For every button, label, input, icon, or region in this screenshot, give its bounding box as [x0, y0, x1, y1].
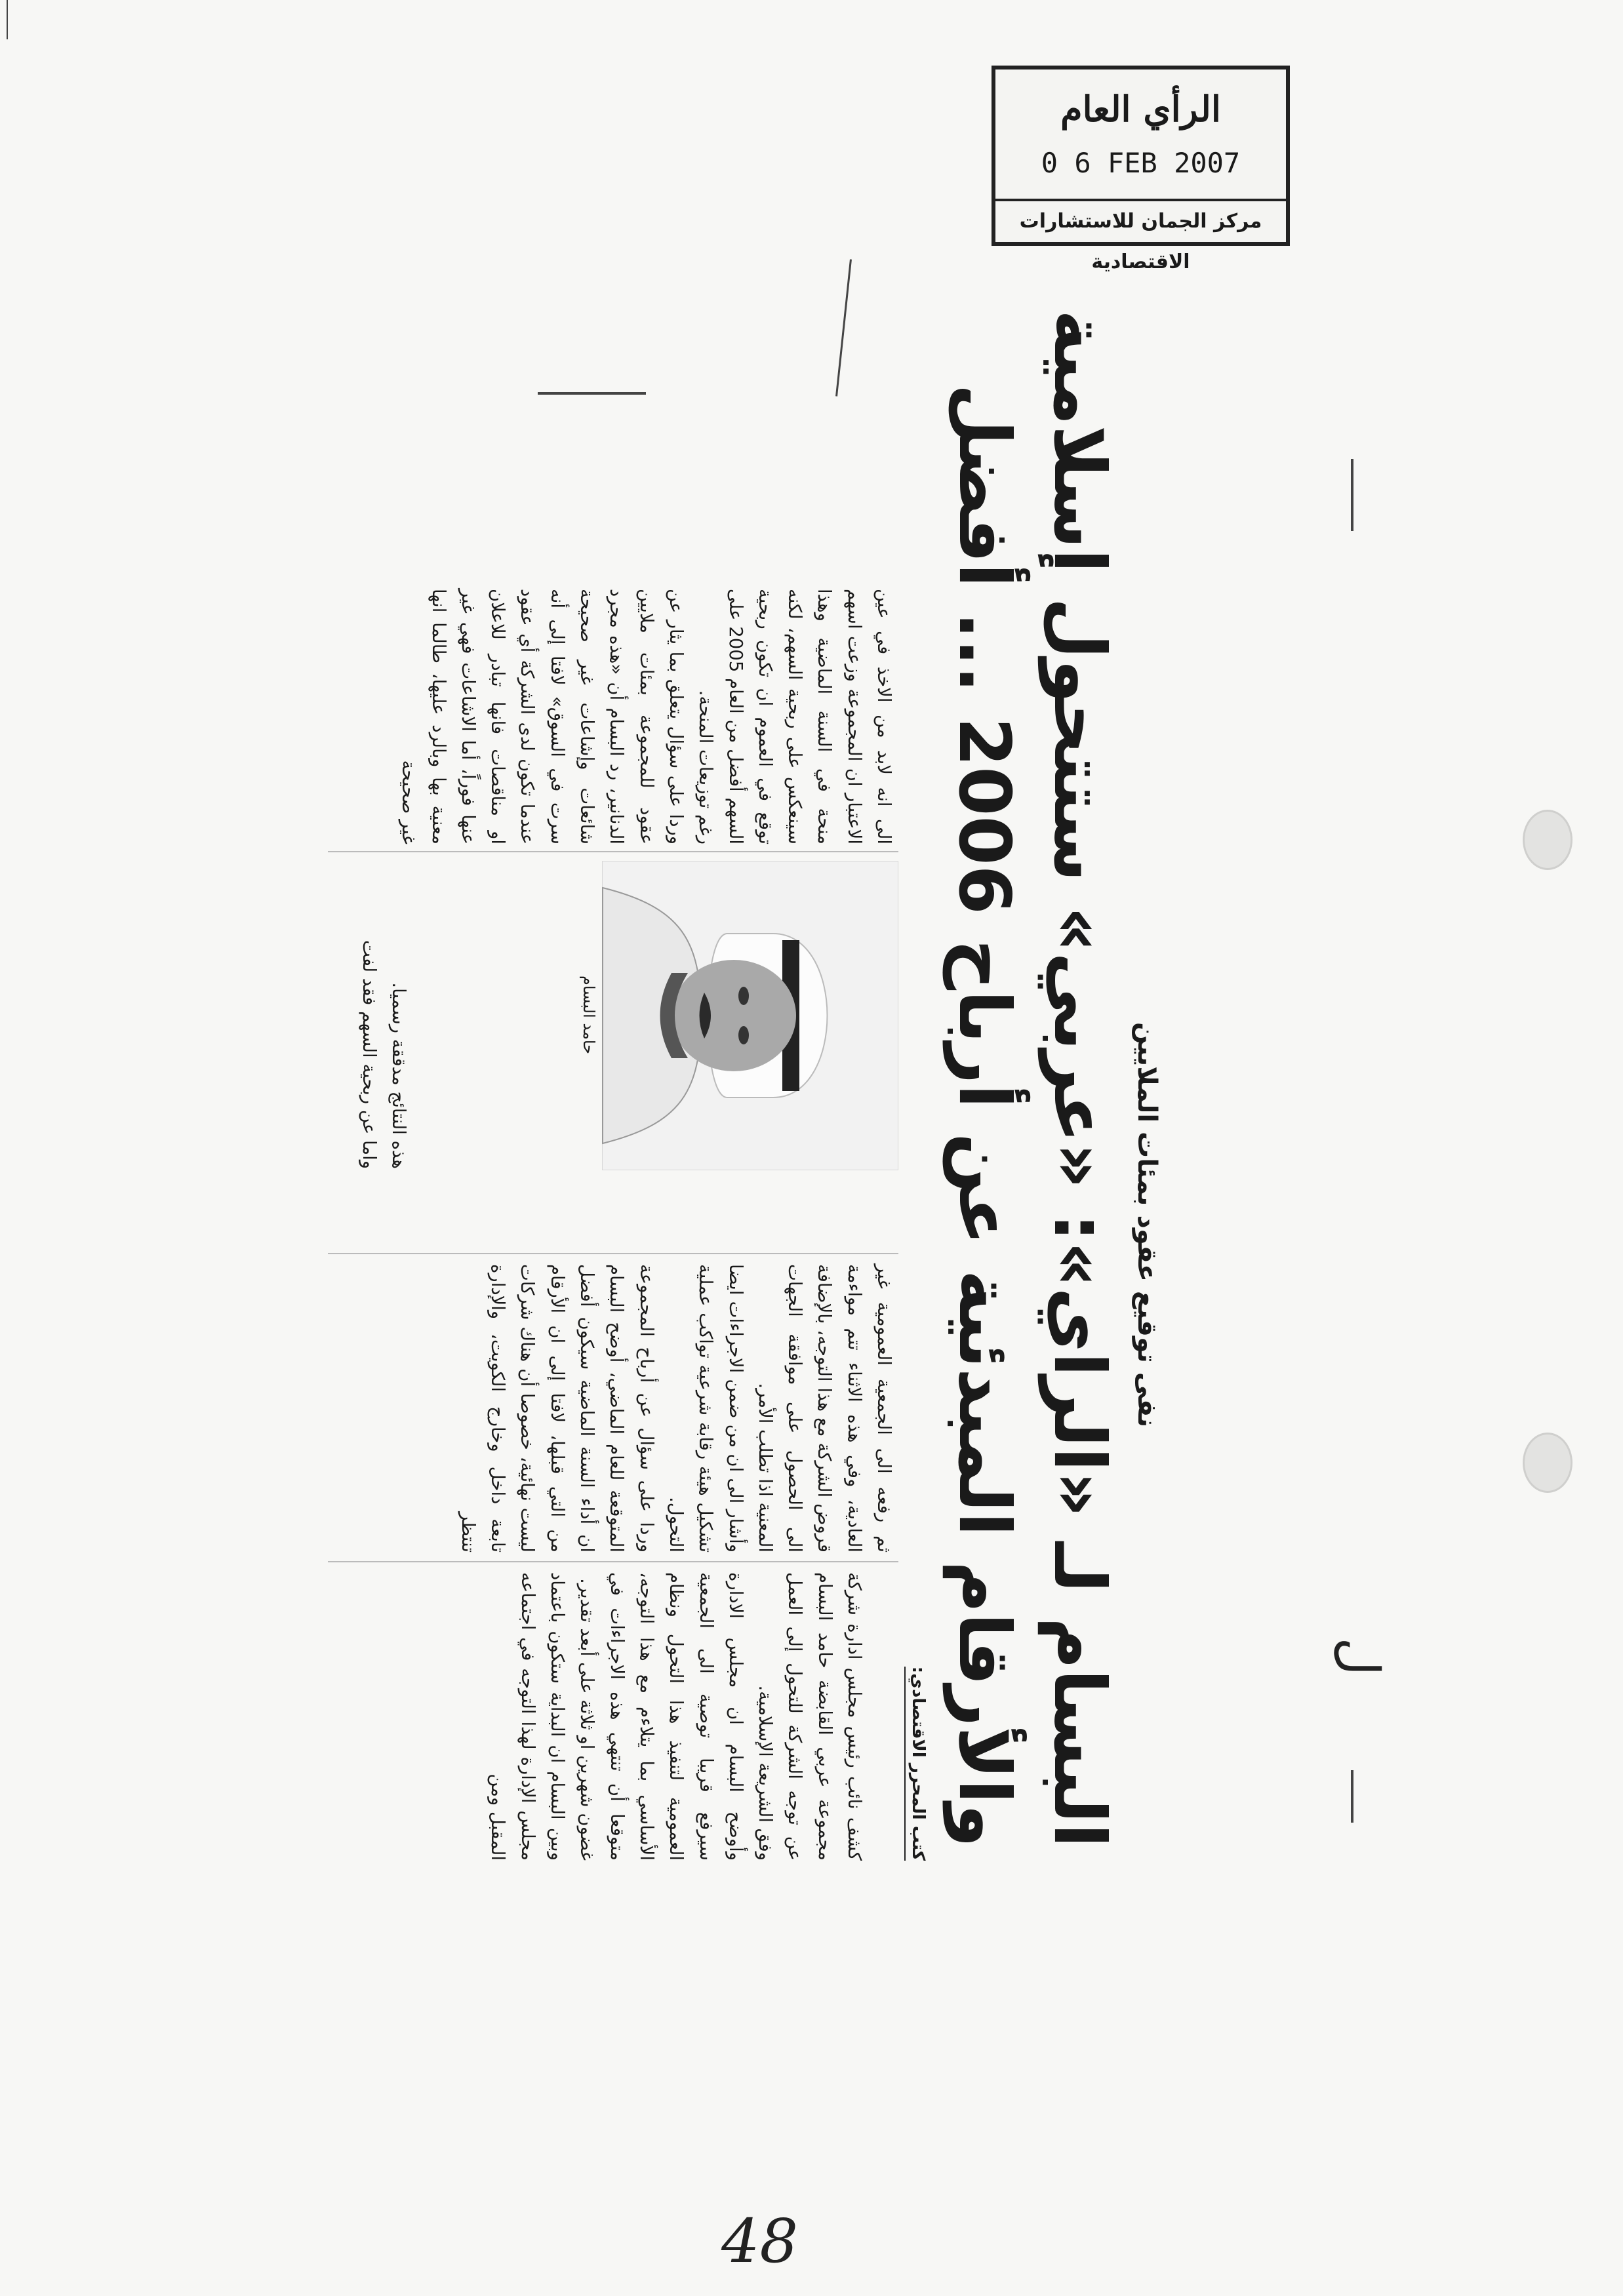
article-column-2 — [328, 1264, 898, 1553]
article-byline: كتب المحرر الاقتصادي: — [904, 1667, 928, 1861]
paragraph: وردا على سؤال يتعلق بما يثار عن عقود للمجموعة بمئات ملايين الدنانير، رد البسام أن «هذه مجرد شائعات وإشاعات غير صحيحة سرت في السوق» لافتا إلى أنه عندما تكون لدى الشركة أي عقود او مناقصات فانها تبادر للاعلان عنها فوراً، أما الاشاعات فهي غير معنية بها وبالرد عليها، طالما انها غير صحيحة — [398, 589, 687, 844]
stray-line-top — [835, 259, 852, 396]
portrait-photo — [602, 861, 898, 1170]
margin-checkmark: ل — [1329, 1637, 1391, 1676]
column-divider — [328, 851, 898, 852]
punch-hole-bottom — [1523, 1433, 1573, 1493]
stamp-date: 0 6 FEB 2007 — [1041, 147, 1241, 179]
stamp-organization: مركز الجمان للاستشارات الاقتصادية — [995, 199, 1286, 242]
column-divider — [328, 1561, 898, 1562]
column-divider — [328, 1253, 898, 1254]
paragraph: ثم رفعه الى الجمعية العمومية غير العادية، وفي هذه الاثناء تتم مواءمة قروض الشركة مع هذا التوجه، بالإضافة الى الحصول على موافقة الجهات المعنية اذا تطلب الأمر. — [754, 1264, 894, 1553]
article-headline-line2: والأرقام المبدئية عن أرباح 2006 ... أفضل — [943, 384, 1025, 1848]
newspaper-clipping — [315, 309, 1167, 1861]
paragraph: وأوضح البسام ان مجلس الادارة سيرفع قريبا توصية الى الجمعية العمومية لتنفيذ هذا التحول ونظام الأساسي بما يتلاءم مع هذا التوجه، متوقعا أن تنتهي هذه الاجراءات في غضون شهرين او ثلاثة على أبعد تقدير. — [576, 1572, 746, 1861]
article-kicker: نفى توقيع عقود بمئات الملايين — [1132, 1021, 1162, 1428]
paragraph: وأشار الى ان من ضمن الاجراءات ايضا تشكيل هيئة رقابة شرعية تواكب عملية التحول. — [665, 1264, 746, 1553]
photo-caption: حامد البسام — [580, 975, 598, 1055]
stray-line-right-bottom — [1351, 1770, 1353, 1823]
handwritten-page-number: 48 — [721, 2206, 799, 2276]
stamp-logo: الرأي العام — [1060, 88, 1221, 130]
portrait-image — [603, 861, 898, 1170]
article-column-1 — [328, 1572, 898, 1861]
clipping-stamp — [992, 66, 1290, 273]
paragraph: كشف نائب رئيس مجلس ادارة شركة مجموعة عربي القابضة حامد البسام عن توجه الشركة للتحول إلى العمل وفق الشريعة الإسلامية. — [755, 1572, 865, 1861]
paragraph: وردا على سؤال عن أرباح المجموعة المتوقعة للعام الماضي، أوضح البسام ان أداء السنة الماضية سيكون أفضل من التي قبلها، لافتا إلى ان الأرقام ليست نهائية، خصوصا أن هناك شركات تابعة داخل وخارج الكويت، والإدارة تنتظر — [457, 1264, 657, 1553]
article-column-3 — [328, 861, 557, 1169]
stray-line-left — [538, 392, 646, 395]
punch-hole-top — [1523, 810, 1573, 870]
edge-mark — [7, 0, 8, 39]
paragraph: واما عن ربحية السهم فقد لفت — [358, 940, 380, 1169]
paragraph: الى انه لابد من الاخذ في عين الاعتبار ان المجموعة وزعت اسهم منحة في السنة الماضية وهذا سينعكس على ربحية السهم، لكنه توقع في العموم ان تكون ربحية السهم أفضل من العام 2005 على رغم توزيعات المنحة. — [695, 589, 894, 844]
article-headline-line1: البسام لـ «الراي»: «عربي» ستتحول إسلامية — [1038, 309, 1120, 1848]
paragraph: وبين البسام ان البداية ستكون باعتماد مجلس الإدارة لهذا التوجه في اجتماعه المقبل ومن — [487, 1572, 569, 1861]
article-column-4 — [328, 589, 898, 844]
paragraph: هذه النتائج مدققة رسميا. — [388, 982, 409, 1169]
stray-line-right-top — [1351, 459, 1353, 531]
